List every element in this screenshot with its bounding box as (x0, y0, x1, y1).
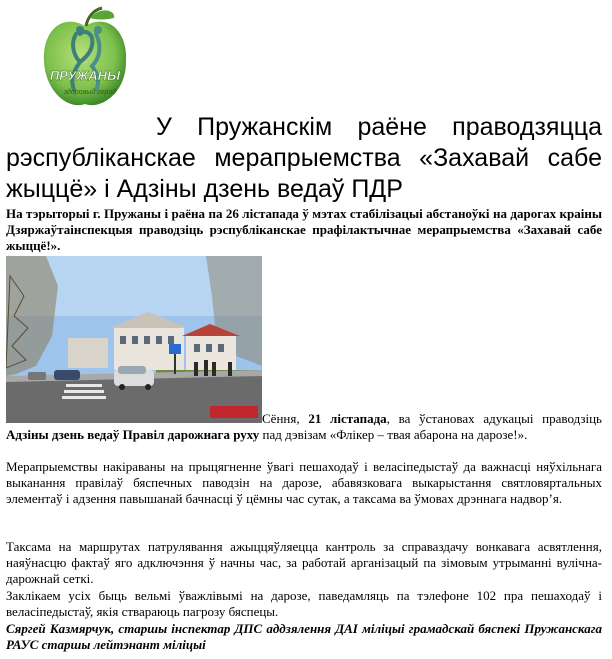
street-photo-icon (6, 256, 262, 423)
article-date-paragraph (6, 411, 602, 443)
article-paragraph-1: Мерапрыемствы накіраваны на прыцягненне ўвагі пешаходаў і веласіпедыстаў да важнасці няўхільнага выканання правілаў бяспечных паводзін на дарозе, абавязковага выкарыстання святловяртальных элементаў і адзення павышанай бачнасці ў цёмны час сутак, а таксама ва ўмовах дрэннага надвор’я. (6, 459, 602, 506)
site-logo[interactable] (40, 4, 130, 114)
article-signature: Сяргей Казмярчук, старшы інспектар ДПС аддзялення ДАІ міліцыі грамадскай бяспекі Пружанскага РАУС старшы лейтэнант міліцыі (6, 621, 602, 652)
date-text-3: пад дэвізам «Флікер – твая абарона на дарозе!». (259, 427, 528, 442)
date-text-1: Сёння, (262, 411, 309, 426)
article-paragraph-2: Таксама на маршрутах патрулявання ажыццяўляецца кантроль за справаздачу вонкавага асвятлення, наяўнасцю фактаў яго адключэння ў начны час, за работай арганізацый па зімовым утрыманні вулічна-дарожнай сеткі. (6, 539, 602, 586)
date-text-2: , ва ўстановах адукацыі праводзіць (386, 411, 602, 426)
apple-logo-icon (40, 4, 130, 114)
event-name-highlight: Адзіны дзень ведаў Правіл дарожнага руху (6, 427, 260, 442)
article-lead: На тэрыторыі г. Пружаны і раёна па 26 лістапада ў мэтах стабілізацыі абстаноўкі на дарогах краіны Дзяржаўтаінспекцыя праводзіць рэспубліканскае прафілактычнае мерапрыемства «Захавай сабе жыццё!». (6, 206, 602, 253)
article-photo (6, 256, 262, 423)
article-headline: У Пружанскім раёне праводзяцца рэспубліканскае мерапрыемства «Захавай сабе жыццё» і Адзіны дзень ведаў ПДР (6, 113, 602, 203)
article-paragraph-3: Заклікаем усіх быць вельмі ўважлівымі на дарозе, паведамляць па тэлефоне 102 пра пешаходаў і веласіпедыстаў, якія ствараюць пагрозу бяспецы. (6, 588, 602, 619)
date-highlight: 21 лістапада (308, 411, 387, 426)
logo-subtitle: здоровый город (63, 89, 117, 96)
logo-title: ПРУЖАНЫ (49, 68, 121, 83)
